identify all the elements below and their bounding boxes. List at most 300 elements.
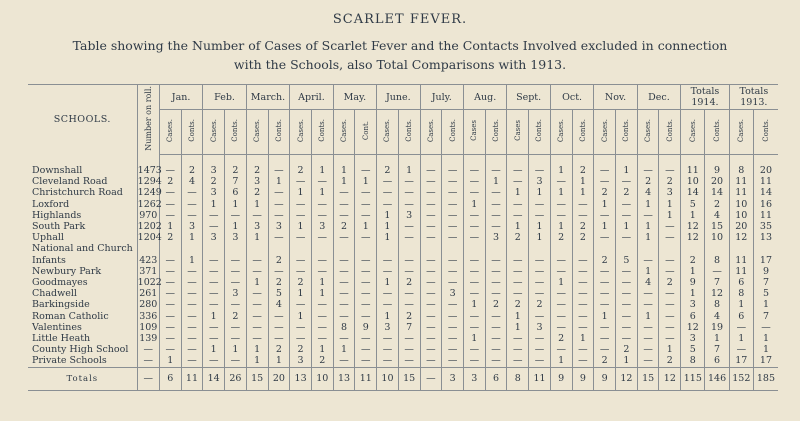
table-cell: 1 [333,344,355,355]
totals-cell: 8 [507,367,529,390]
table-cell: — [377,266,399,277]
table-cell: 1 [729,299,753,310]
table-cell: — [507,288,529,299]
table-cell: — [420,232,442,243]
table-cell: — [463,210,485,221]
table-cell [529,243,551,254]
totals-cell: 115 [681,367,705,390]
table-cell: 5 [762,288,769,300]
table-cell: — [398,288,420,299]
table-cell: 1 [729,333,753,344]
table-cell [485,243,507,254]
table-cell: 5 [268,288,290,299]
month-header: June. [377,85,420,110]
table-cell: 6 [729,311,753,322]
table-cell [637,243,659,254]
table-cell: 1 [159,221,181,232]
table-cell: — [442,266,464,277]
table-cell: — [420,266,442,277]
table-cell: 2 [333,221,355,232]
table-cell: 4 [181,176,203,187]
table-cell: 11 [729,266,753,277]
table-cell: 3 [529,322,551,333]
table-cell [705,243,729,254]
table-cell: — [572,210,594,221]
table-cell: 1 [529,232,551,243]
table-cell: — [246,333,268,344]
totals-cell: 15 [637,367,659,390]
table-cell: 12 [681,232,705,243]
table-cell [507,243,529,254]
table-cell: — [761,321,771,333]
table-cell: — [594,176,616,187]
table-cell: — [268,322,290,333]
table-row [28,344,778,355]
month-header: Aug. [463,85,506,110]
table-cell: 1 [507,311,529,322]
table-cell: — [637,322,659,333]
table-cell: — [594,299,616,310]
table-cell: — [507,155,529,177]
table-cell: — [355,277,377,288]
table-cell: 1 [246,355,268,367]
table-cell: 12 [681,322,705,333]
table-cell: — [159,199,181,210]
table-cell: — [572,311,594,322]
totals-cell: 10 [377,367,399,390]
table-cell: 2 [529,299,551,310]
table-cell: 3 [659,187,681,198]
sub-header-cell [705,110,729,155]
table-cell: — [637,299,659,310]
table-cell: — [659,255,681,266]
table-cell: 1 [311,187,333,198]
table-cell: 1 [268,176,290,187]
table-cell: — [377,255,399,266]
sub-header-cell [311,110,333,155]
table-cell: 2 [572,155,594,177]
table-cell: — [311,333,333,344]
table-cell: — [550,176,572,187]
table-cell: 2 [225,311,247,322]
table-cell: 3 [225,288,247,299]
table-cell: — [181,299,203,310]
table-cell: 1 [377,221,399,232]
table-cell: — [485,322,507,333]
table-cell: — [355,232,377,243]
month-header: April. [290,85,333,110]
table-cell: — [268,210,290,221]
table-cell: — [594,333,616,344]
sub-header: Conts. [187,119,196,142]
table-cell: — [268,333,290,344]
table-cell: 3 [225,232,247,243]
table-cell: — [377,288,399,299]
sub-header: Cases. [209,118,218,143]
sub-header-cell [203,110,225,155]
table-cell: 1 [681,266,705,277]
table-cell: — [246,299,268,310]
table-cell: 1 [246,199,268,210]
table-cell: — [572,288,594,299]
table-cell: — [659,232,681,243]
table-cell: — [203,277,225,288]
roll-count: 1473 [137,155,159,177]
table-cell: — [246,255,268,266]
table-cell: 10 [729,210,753,221]
month-header: March. [246,85,289,110]
sub-header: Conts. [713,119,722,142]
table-cell: — [377,199,399,210]
scarlet-fever-table [28,84,778,391]
sub-header-cell [681,110,705,155]
table-cell: 1 [159,355,181,367]
table-cell: — [225,322,247,333]
table-cell: — [442,210,464,221]
totals-cell: 13 [290,367,312,390]
table-cell: — [529,277,551,288]
table-row [28,266,778,277]
table-cell: — [420,221,442,232]
sub-header-cell [659,110,681,155]
table-cell: — [420,299,442,310]
table-cell: 4 [705,311,729,322]
table-cell: — [203,288,225,299]
table-cell: — [442,199,464,210]
table-row [28,221,778,232]
table-cell: — [355,155,377,177]
table-cell: 1 [705,333,729,344]
table-cell: — [420,288,442,299]
table-cell: 1 [203,344,225,355]
table-cell: 2 [616,344,638,355]
table-cell: — [181,187,203,198]
table-cell: — [572,266,594,277]
sub-header: Conts. [448,119,457,142]
school-name: Christchurch Road [28,187,137,198]
table-cell: 1 [268,355,290,367]
table-cell: — [659,155,681,177]
table-cell: 1 [594,221,616,232]
roll-count: 371 [137,266,159,277]
sub-header-cell [246,110,268,155]
table-cell: 4 [268,299,290,310]
sub-header: Cases. [644,118,653,143]
table-cell: 1 [616,221,638,232]
table-row [28,210,778,221]
totals-cell: 9 [594,367,616,390]
table-cell: 10 [729,199,753,210]
roll-header-cell [137,85,159,155]
table-cell: 2 [290,277,312,288]
table-cell: — [442,344,464,355]
table-cell: 1 [594,311,616,322]
table-cell: — [659,288,681,299]
table-cell: 5 [681,344,705,355]
table-cell: — [463,344,485,355]
school-name: Private Schools [28,355,137,367]
table-cell: — [268,155,290,177]
table-cell: 3 [203,187,225,198]
table-cell: — [485,255,507,266]
table-cell: — [529,288,551,299]
table-cell: — [659,333,681,344]
table-cell: 1 [463,199,485,210]
table-cell: — [398,199,420,210]
table-cell: 2 [659,277,681,288]
table-cell: 1 [762,333,769,345]
table-cell: 2 [225,155,247,177]
table-cell: — [181,199,203,210]
table-cell: 5 [616,255,638,266]
table-cell: 1 [225,344,247,355]
table-cell: — [311,266,333,277]
totals-roll: — [137,367,159,390]
table-cell: — [398,333,420,344]
school-name: County High School [28,344,137,355]
table-cell: 1 [377,311,399,322]
table-cell: — [550,311,572,322]
roll-count: — [137,355,159,367]
table-cell: 7 [225,176,247,187]
table-cell: — [442,255,464,266]
table-cell: 1 [529,187,551,198]
totals-cell: 185 [753,367,778,390]
page-title: SCARLET FEVER. [332,12,468,27]
totals-cell: 3 [442,367,464,390]
sub-header-cell [485,110,507,155]
table-cell: — [333,299,355,310]
table-cell: — [572,344,594,355]
table-row [28,333,778,344]
table-cell: 12 [705,288,729,299]
table-cell: — [225,255,247,266]
table-cell: 2 [398,277,420,288]
table-cell: — [616,322,638,333]
totals-cell: 11 [355,367,377,390]
table-cell: — [637,344,659,355]
table-cell: 2 [594,255,616,266]
table-cell: 4 [637,277,659,288]
table-row [28,199,778,210]
table-cell: — [203,266,225,277]
month-header: Jan. [159,85,202,110]
table-cell: 2 [246,187,268,198]
table-cell: — [507,333,529,344]
table-cell: — [333,288,355,299]
table-cell [616,243,638,254]
table-cell: 1 [290,311,312,322]
table-cell: — [159,311,181,322]
roll-count: 139 [137,333,159,344]
table-cell: 1 [572,333,594,344]
school-name: South Park [28,221,137,232]
table-cell: 1 [762,344,769,356]
totals-cell: 6 [159,367,181,390]
table-cell: — [246,266,268,277]
roll-count: 423 [137,255,159,266]
table-cell: 6 [225,187,247,198]
table-cell: — [463,277,485,288]
school-name: Goodmayes [28,277,137,288]
table-cell: — [442,232,464,243]
table-cell: — [355,288,377,299]
totals-cell: 9 [550,367,572,390]
table-cell: — [225,299,247,310]
table-cell: — [181,344,203,355]
sub-header: Cases. [253,118,262,143]
table-cell: — [225,210,247,221]
table-cell: — [377,299,399,310]
table-cell: 3 [181,221,203,232]
table-cell: 10 [705,232,729,243]
sub-header: Conts. [578,119,587,142]
table-cell: — [420,155,442,177]
table-cell: — [203,221,225,232]
table-cell: 1 [225,199,247,210]
table-cell: 14 [705,187,729,198]
school-name: Newbury Park [28,266,137,277]
roll-count: 1249 [137,187,162,199]
totals-cell: 6 [485,367,507,390]
sub-header-cell [594,110,616,155]
table-cell: 20 [759,165,773,176]
totals-cell: 20 [268,367,290,390]
table-cell: — [181,210,203,221]
totals-cell: 12 [659,367,681,390]
table-cell: 2 [159,232,181,243]
table-cell: 8 [729,155,753,177]
table-cell: 15 [705,221,729,232]
sub-header: Cases. [166,118,175,143]
roll-count: 1022 [137,277,162,289]
page-subtitle: Table showing the Number of Cases of Scarlet Fever and the Contacts Involved excluded in connection with the Schools, also Total Comparisons with 1913. [72,38,728,72]
table-cell: — [181,355,203,367]
table-cell: — [181,277,203,288]
table-cell: 2 [616,187,638,198]
totals-cell: 9 [572,367,594,390]
table-cell: — [333,255,355,266]
table-cell: — [268,311,290,322]
roll-count: — [137,344,159,355]
table-cell: — [507,255,529,266]
table-cell: 1 [637,221,659,232]
table-cell: 2 [572,232,594,243]
table-cell: — [442,155,464,177]
table-cell: — [355,210,377,221]
table-cell: — [225,277,247,288]
month-header: Totals 1914. [681,85,730,110]
table-cell: — [463,322,485,333]
totals-cell: 15 [398,367,420,390]
table-cell: — [442,277,464,288]
table-cell: — [572,299,594,310]
table-cell: 1 [377,232,399,243]
table-cell: — [485,155,507,177]
table-cell: 4 [705,210,729,221]
table-cell: 3 [268,221,290,232]
table-cell: 2 [203,176,225,187]
table-cell: — [485,266,507,277]
table-cell: 1 [203,199,225,210]
table-cell: — [355,199,377,210]
table-cell [753,243,778,254]
sub-header-cell [355,110,377,155]
table-cell: — [203,355,225,367]
table-cell: — [290,232,312,243]
school-name: Roman Catholic [28,311,137,322]
sub-header-cell [572,110,594,155]
table-cell: — [659,299,681,310]
table-cell: — [290,176,312,187]
table-cell: 1 [333,155,355,177]
table-cell: — [420,176,442,187]
table-cell: 7 [398,322,420,333]
sub-header-cell [333,110,355,155]
table-cell: — [572,277,594,288]
sub-header: Conts. [231,119,240,142]
table-cell: — [181,322,203,333]
school-name: Downshall [28,155,137,177]
table-cell: — [181,288,203,299]
table-cell: 1 [181,232,203,243]
table-cell: — [485,344,507,355]
table-row [28,255,778,266]
table-cell: — [616,266,638,277]
table-cell: 2 [377,155,399,177]
table-cell: 16 [759,198,773,210]
sub-header-cell [550,110,572,155]
table-cell: — [616,299,638,310]
totals-cell: 152 [729,367,753,390]
table-cell: 1 [311,344,333,355]
table-cell: — [616,210,638,221]
table-cell: — [355,344,377,355]
table-cell: — [594,344,616,355]
table-cell: — [659,322,681,333]
table-cell: — [333,333,355,344]
table-cell: 2 [572,221,594,232]
table-cell [290,243,312,254]
table-cell: — [377,176,399,187]
month-header: Nov. [594,85,637,110]
table-cell: — [637,288,659,299]
table-cell: 1 [572,176,594,187]
table-cell: — [225,266,247,277]
table-cell: — [159,187,181,198]
sub-header-cell [753,110,778,155]
table-cell: — [442,221,464,232]
table-cell: 3 [442,288,464,299]
sub-header-cell [398,110,420,155]
table-cell: — [594,266,616,277]
table-cell: — [463,176,485,187]
table-cell: — [463,288,485,299]
table-cell: 1 [762,299,769,311]
totals-cell: 146 [705,367,729,390]
table-cell: — [311,176,333,187]
table-cell: — [203,333,225,344]
table-cell: — [290,255,312,266]
table-cell: — [616,199,638,210]
table-cell: 1 [616,155,638,177]
table-cell: — [507,277,529,288]
table-cell: 8 [705,299,729,310]
table-cell: 1 [550,221,572,232]
table-cell: 1 [659,199,681,210]
table-cell: — [616,288,638,299]
table-cell: 1 [550,355,572,367]
